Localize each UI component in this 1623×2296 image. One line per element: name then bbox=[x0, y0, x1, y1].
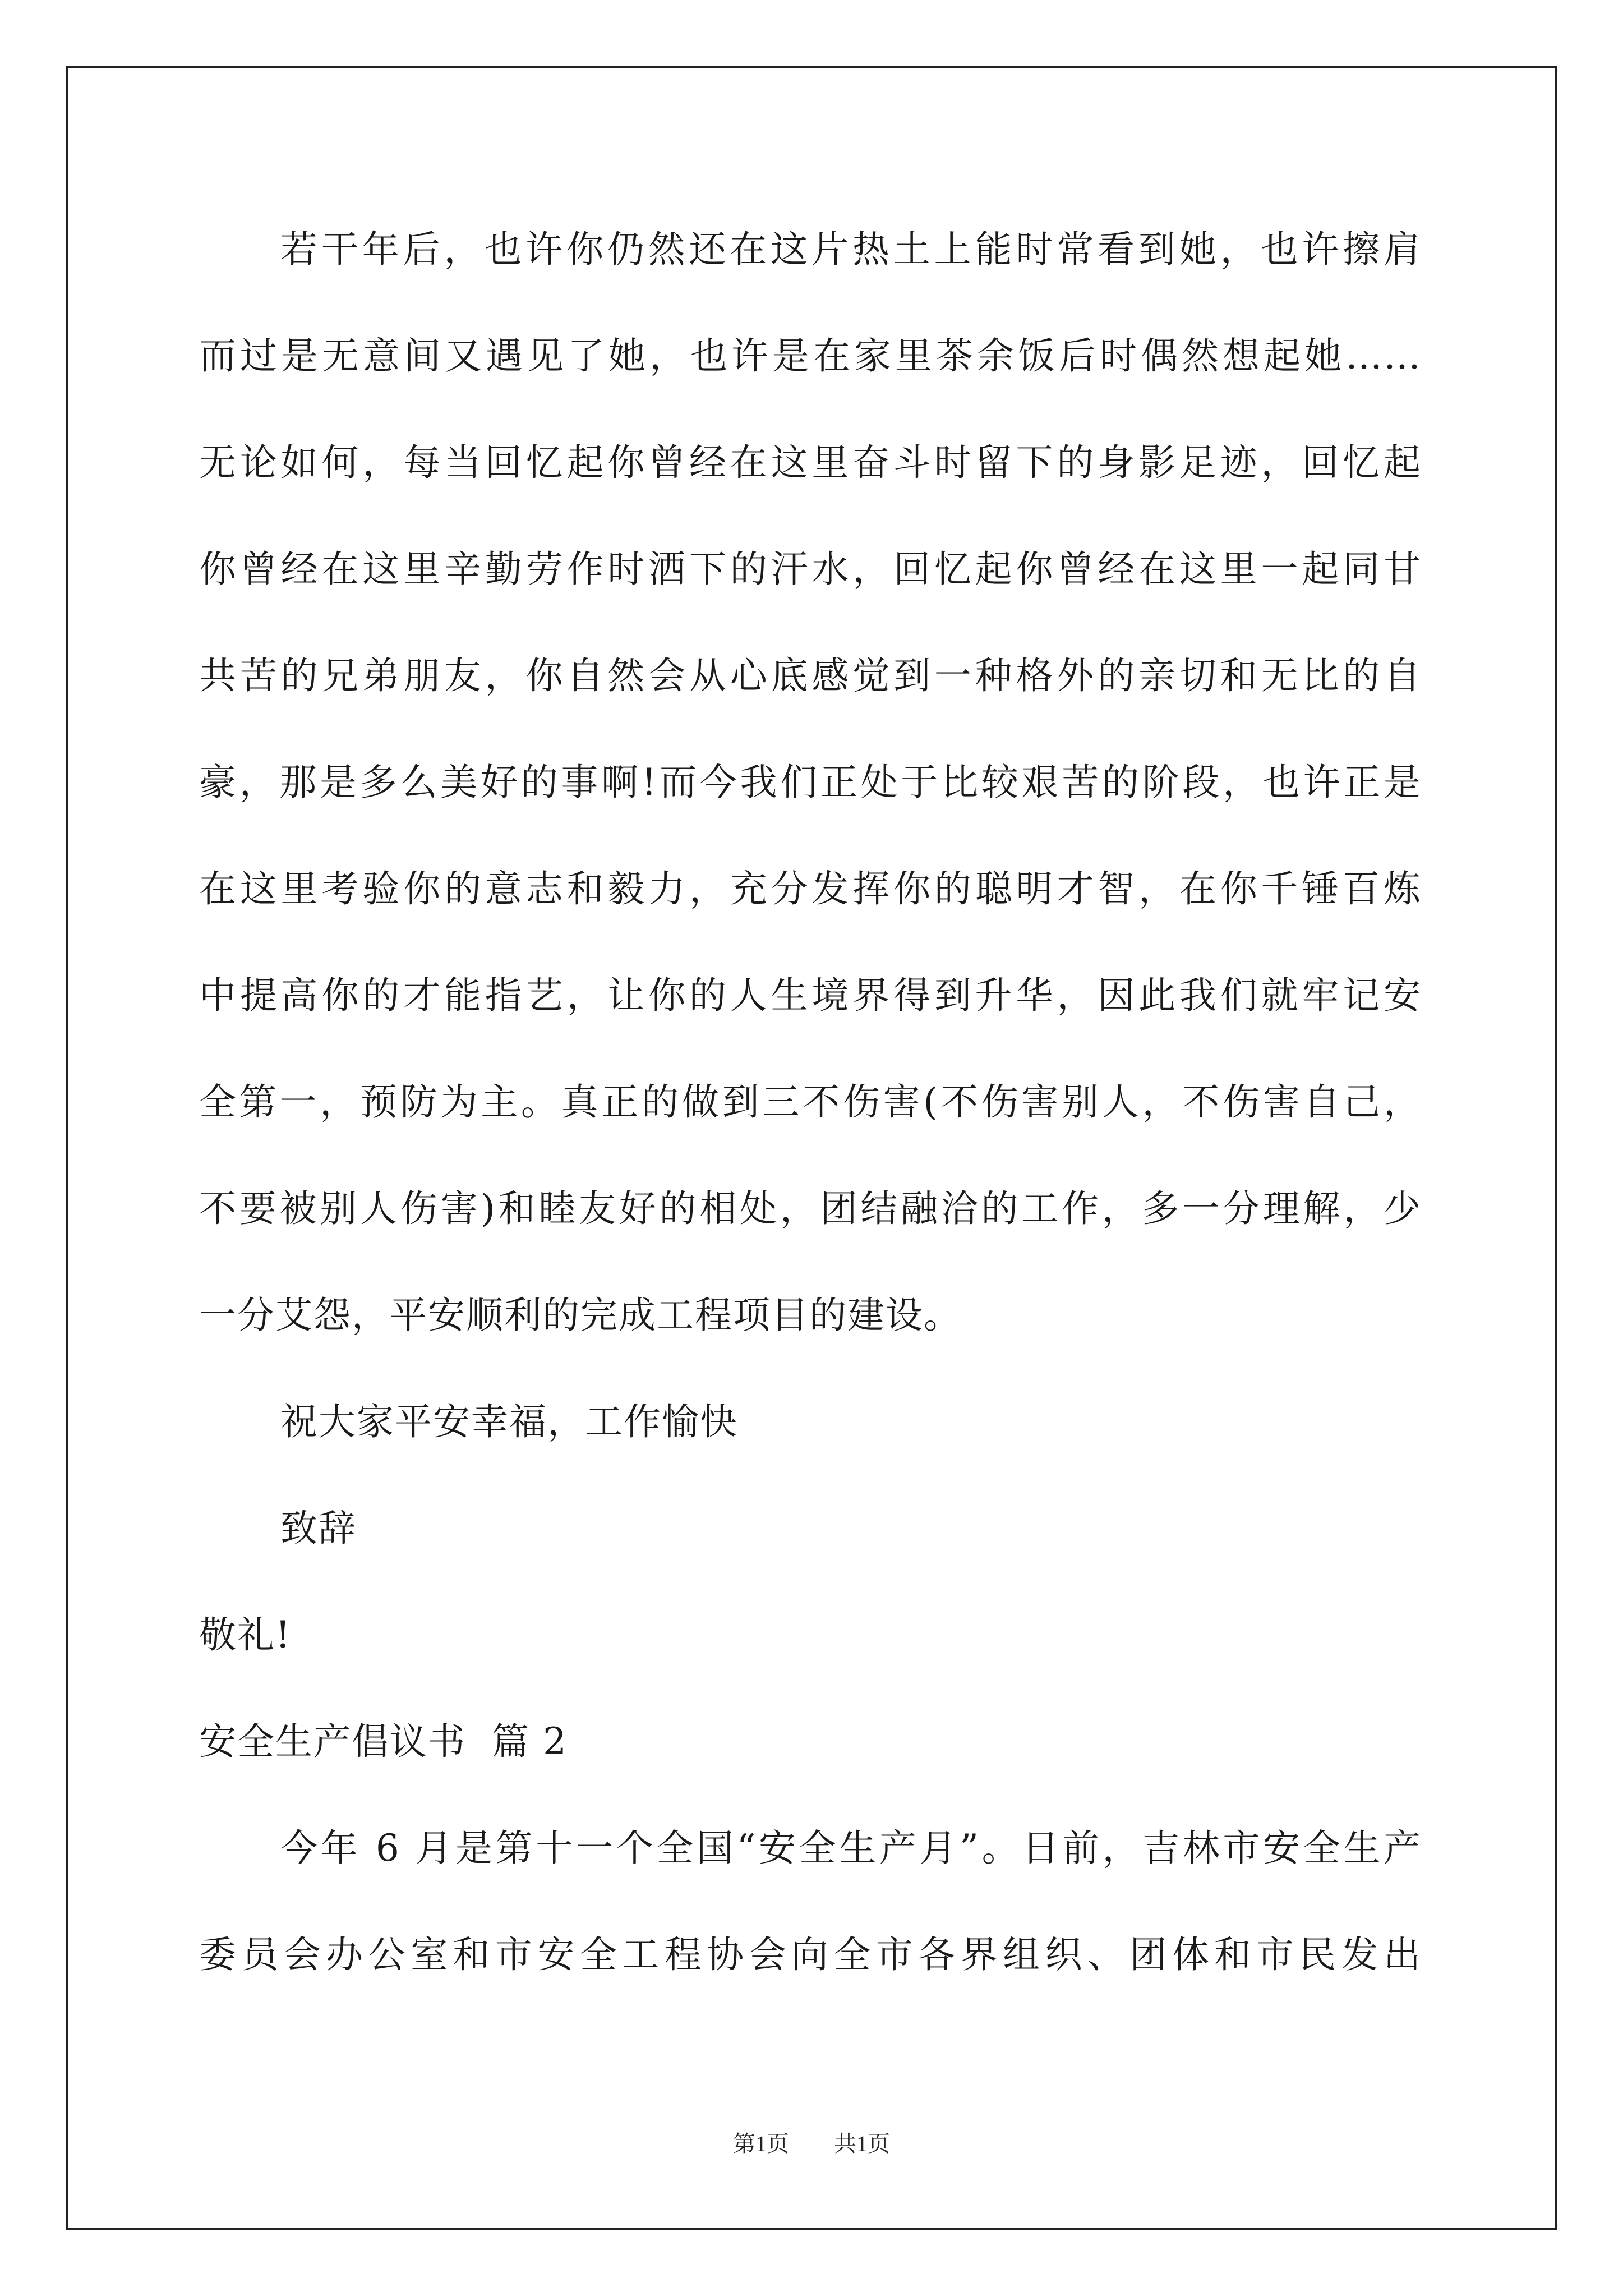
wish-line: 祝大家平安幸福，工作愉快 bbox=[280, 1400, 738, 1443]
paragraph-line: 在这里考验你的意志和毅力，充分发挥你的聪明才智，在你千锤百炼 bbox=[199, 867, 1422, 910]
paragraph-line: 无论如何，每当回忆起你曾经在这里奋斗时留下的身影足迹，回忆起 bbox=[199, 441, 1422, 484]
paragraph-line: 委员会办公室和市安全工程协会向全市各界组织、团体和市民发出 bbox=[199, 1933, 1422, 1976]
paragraph-line: 而过是无意间又遇见了她，也许是在家里茶余饭后时偶然想起她…… bbox=[199, 334, 1422, 378]
paragraph-line: 全第一，预防为主。真正的做到三不伤害(不伤害别人，不伤害自己， bbox=[199, 1080, 1422, 1124]
paragraph-line: 若干年后，也许你仍然还在这片热土上能时常看到她，也许擦肩 bbox=[280, 228, 1422, 271]
paragraph-line: 不要被别人伤害)和睦友好的相处，团结融洽的工作，多一分理解，少 bbox=[199, 1187, 1422, 1230]
paragraph-line: 今年 6 月是第十一个全国“安全生产月”。日前，吉林市安全生产 bbox=[280, 1826, 1422, 1870]
paragraph-line: 豪，那是多么美好的事啊!而今我们正处于比较艰苦的阶段，也许正是 bbox=[199, 761, 1422, 804]
page-number-total: 共1页 bbox=[834, 2131, 890, 2156]
paragraph-line: 一分艾怨，平安顺利的完成工程项目的建设。 bbox=[199, 1294, 962, 1337]
closing-line: 致辞 bbox=[280, 1507, 357, 1550]
paragraph-line: 共苦的兄弟朋友，你自然会从心底感觉到一种格外的亲切和无比的自 bbox=[199, 654, 1422, 697]
paragraph-line: 你曾经在这里辛勤劳作时洒下的汗水，回忆起你曾经在这里一起同甘 bbox=[199, 547, 1422, 591]
page-number-current: 第1页 bbox=[733, 2131, 789, 2156]
paragraph-line: 中提高你的才能指艺，让你的人生境界得到升华，因此我们就牢记安 bbox=[199, 974, 1422, 1017]
section-title: 安全生产倡议书 篇 2 bbox=[199, 1720, 568, 1763]
page-footer bbox=[0, 2126, 1623, 2158]
salute-line: 敬礼! bbox=[199, 1613, 292, 1657]
document-body bbox=[199, 216, 1422, 2028]
